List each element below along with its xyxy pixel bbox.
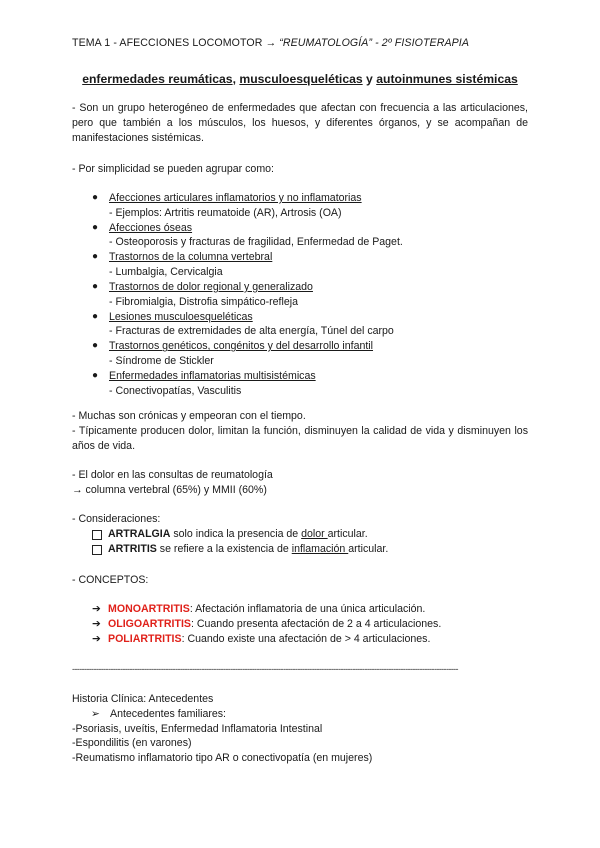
checkbox-icon bbox=[92, 545, 102, 555]
consideration-term: ARTRITIS bbox=[108, 542, 157, 555]
clinical-history bbox=[72, 692, 528, 766]
concept-term: POLIARTRITIS bbox=[108, 632, 182, 645]
intro-paragraph: - Son un grupo heterogéneo de enfermedades que afectan con frecuencia a las articulaciones, pero que también a los músculos, los huesos, y diferentes órganos, y se acompañan de manifestaciones sistémicas. bbox=[72, 102, 528, 144]
consideration-keyword: inflamación bbox=[291, 542, 349, 555]
category-name: Trastornos de dolor regional y generalizado bbox=[109, 280, 313, 293]
history-line: -Espondilitis (en varones) bbox=[72, 737, 192, 750]
header-prefix: TEMA 1 - AFECCIONES LOCOMOTOR → bbox=[72, 37, 280, 49]
arrow-icon: ➔ bbox=[92, 603, 101, 615]
category-examples: - Fibromialgia, Distrofia simpático-refleja bbox=[109, 295, 298, 308]
concept-item bbox=[92, 632, 441, 647]
considerations-list bbox=[92, 527, 388, 557]
note-line: - Típicamente producen dolor, limitan la función, disminuyen la calidad de vida y disminuyen los años de vida. bbox=[72, 424, 528, 452]
category-item bbox=[92, 310, 522, 340]
pain-note bbox=[72, 468, 528, 498]
consideration-term: ARTRALGIA bbox=[108, 528, 171, 540]
category-name: Afecciones articulares inflamatorios y no inflamatorias bbox=[109, 192, 362, 204]
consideration-text: se refiere a la existencia de bbox=[156, 542, 292, 555]
category-item bbox=[92, 280, 522, 310]
consideration-item bbox=[92, 542, 388, 557]
history-heading: Historia Clínica: Antecedentes bbox=[72, 693, 214, 705]
bullet-icon: ● bbox=[92, 192, 99, 203]
concept-item bbox=[92, 617, 441, 632]
category-name: Afecciones óseas bbox=[109, 221, 193, 234]
bullet-icon: ● bbox=[92, 340, 99, 352]
bullet-icon: ● bbox=[92, 310, 99, 322]
title-separator-2: y bbox=[362, 72, 377, 86]
header-subject: “REUMATOLOGÍA” - 2º FISIOTERAPIA bbox=[279, 37, 470, 49]
concept-desc: : Afectación inflamatoria de una única articulación. bbox=[189, 603, 426, 615]
arrow-icon: ➔ bbox=[92, 632, 101, 645]
bullet-icon: ● bbox=[92, 221, 99, 233]
category-item bbox=[92, 369, 522, 399]
page-header bbox=[72, 36, 528, 51]
history-subheading bbox=[72, 707, 528, 722]
category-item bbox=[92, 221, 522, 251]
concept-term: OLIGOARTRITIS bbox=[108, 617, 191, 630]
consideration-item bbox=[92, 527, 388, 542]
pain-line-2: → columna vertebral (65%) y MMII (60%) bbox=[72, 483, 267, 496]
concept-term: MONOARTRITIS bbox=[108, 603, 190, 615]
consideration-text: solo indica la presencia de bbox=[170, 528, 302, 540]
category-examples: - Síndrome de Stickler bbox=[109, 355, 214, 368]
consideration-keyword: dolor bbox=[301, 528, 328, 540]
title-part-3: autoinmunes sistémicas bbox=[376, 72, 518, 86]
consideration-text-end: articular. bbox=[348, 542, 389, 555]
document-title bbox=[72, 71, 528, 88]
category-examples: - Conectivopatías, Vasculitis bbox=[109, 384, 242, 397]
checkbox-icon bbox=[92, 530, 102, 540]
note-line: - Muchas son crónicas y empeoran con el tiempo. bbox=[72, 410, 306, 422]
category-examples: - Ejemplos: Artritis reumatoide (AR), Artrosis (OA) bbox=[109, 206, 342, 219]
concepts-heading: - CONCEPTOS: bbox=[72, 574, 149, 586]
category-item bbox=[92, 191, 522, 221]
category-list bbox=[92, 191, 522, 399]
concept-desc: : Cuando existe una afectación de > 4 articulaciones. bbox=[181, 632, 431, 645]
category-name: Trastornos genéticos, congénitos y del desarrollo infantil bbox=[109, 340, 374, 353]
concept-item bbox=[92, 602, 441, 617]
section-divider: ----------------------------------------------------------------------------------------------------------------------------------------------------------------- bbox=[72, 664, 458, 674]
notes bbox=[72, 409, 528, 453]
category-name: Enfermedades inflamatorias multisistémicas bbox=[109, 369, 316, 382]
history-line: -Reumatismo inflamatorio tipo AR o conectivopatía (en mujeres) bbox=[72, 752, 373, 765]
category-name: Lesiones musculoesqueléticas bbox=[109, 310, 253, 323]
concepts-list bbox=[92, 602, 441, 646]
title-part-1: enfermedades reumáticas bbox=[82, 72, 233, 86]
title-separator-1: , bbox=[232, 72, 240, 86]
considerations-heading: - Consideraciones: bbox=[72, 513, 161, 525]
consideration-text-end: articular. bbox=[327, 528, 368, 540]
category-examples: - Lumbalgia, Cervicalgia bbox=[109, 266, 223, 279]
bullet-icon: ● bbox=[92, 280, 99, 292]
title-part-2: musculoesqueléticas bbox=[239, 72, 363, 86]
category-item bbox=[92, 339, 522, 369]
arrow-icon: ➔ bbox=[92, 617, 101, 630]
bullet-icon: ● bbox=[92, 251, 99, 263]
category-name: Trastornos de la columna vertebral bbox=[109, 251, 273, 264]
category-examples: - Fracturas de extremidades de alta energía, Túnel del carpo bbox=[109, 325, 394, 338]
history-line: -Psoriasis, uveítis, Enfermedad Inflamatoria Intestinal bbox=[72, 722, 323, 735]
category-item bbox=[92, 250, 522, 280]
arrow-icon: ➢ bbox=[91, 707, 100, 720]
concept-desc: : Cuando presenta afectación de 2 a 4 articulaciones. bbox=[190, 617, 442, 630]
bullet-icon: ● bbox=[92, 369, 99, 381]
category-examples: - Osteoporosis y fracturas de fragilidad, Enfermedad de Paget. bbox=[109, 236, 403, 249]
grouping-intro: - Por simplicidad se pueden agrupar como: bbox=[72, 163, 274, 175]
pain-line-1: - El dolor en las consultas de reumatología bbox=[72, 469, 273, 481]
history-subheading-text: Antecedentes familiares: bbox=[110, 707, 227, 720]
